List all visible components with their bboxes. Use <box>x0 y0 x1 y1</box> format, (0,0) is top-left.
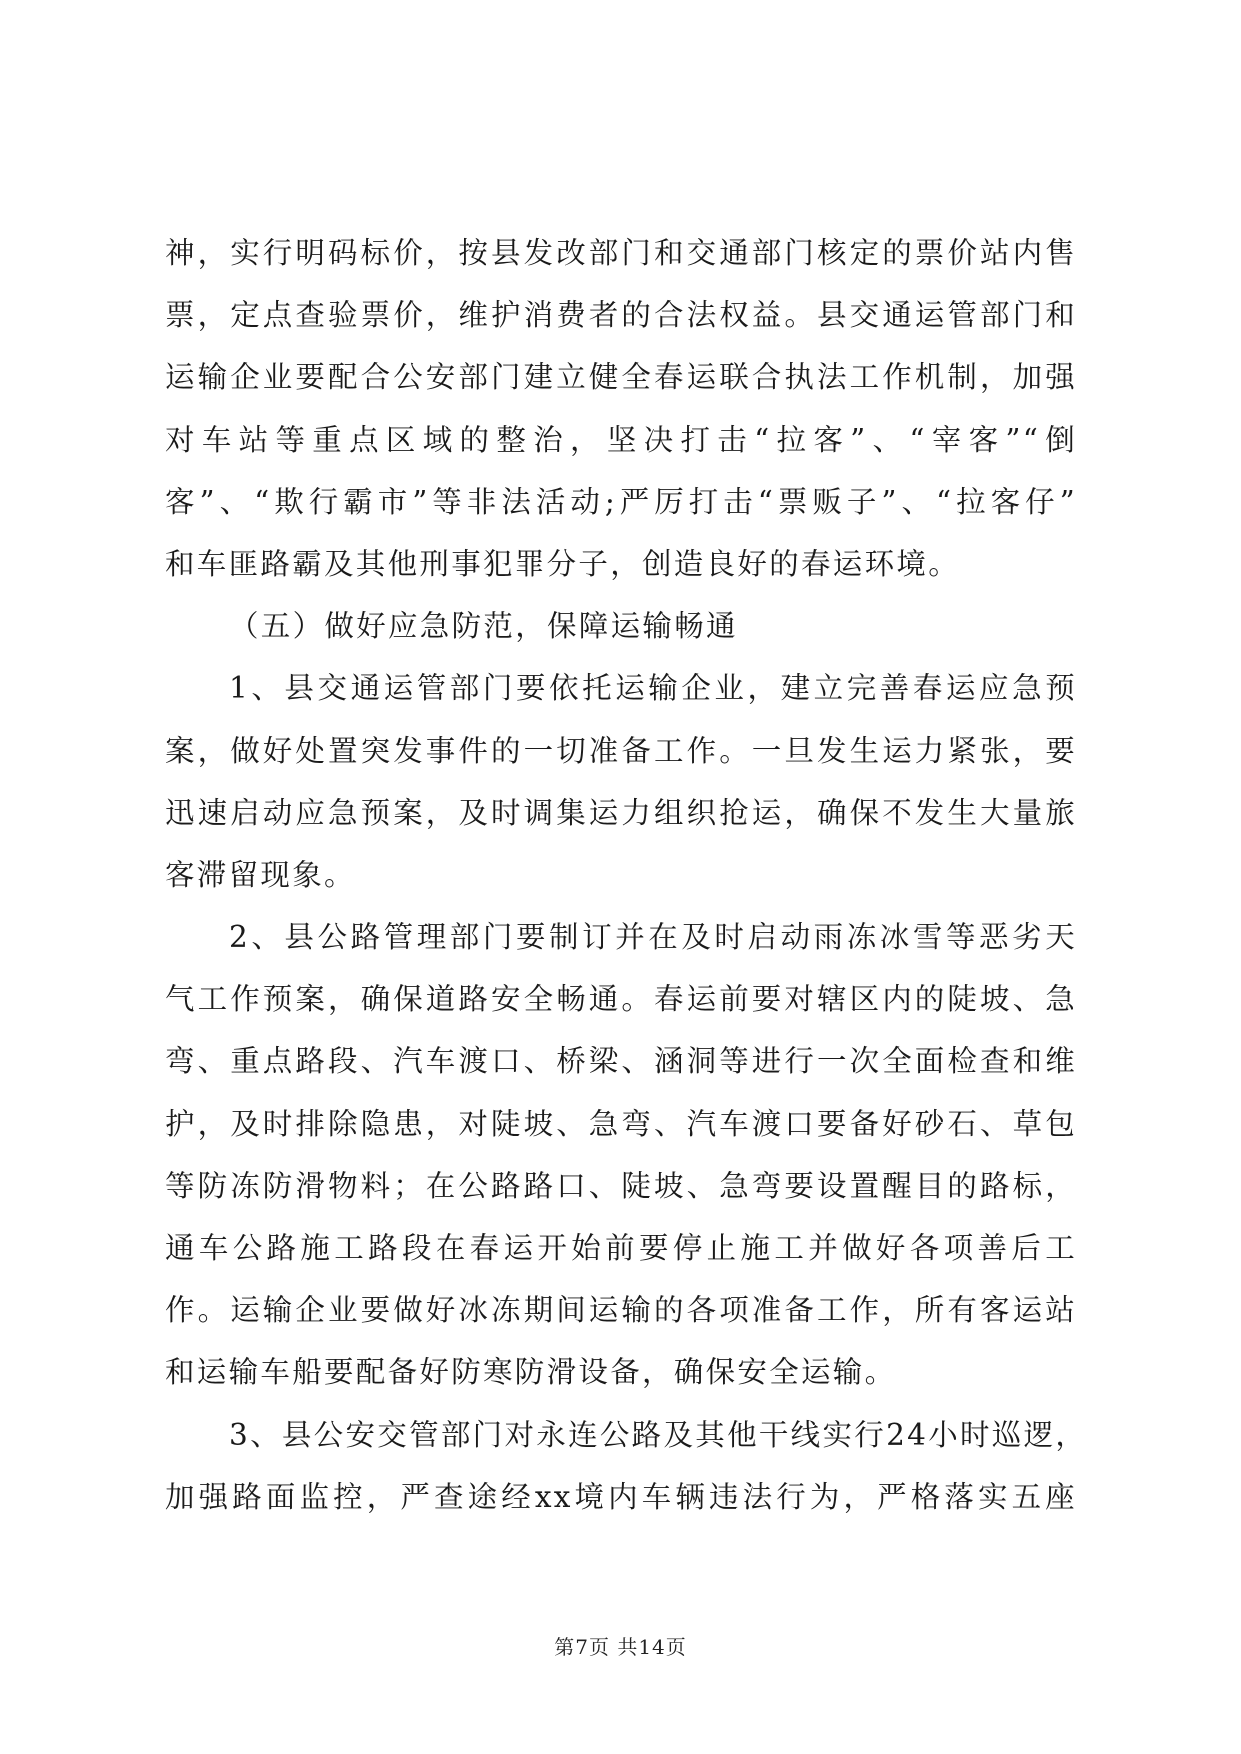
text-line: 3、县公安交管部门对永连公路及其他干线实行24小时巡逻， <box>229 1417 1088 1452</box>
text-line: 1、县交通运管部门要依托运输企业，建立完善春运应急预 <box>229 671 1077 706</box>
section-heading: （五）做好应急防范，保障运输畅通 <box>229 609 738 644</box>
text-line: 作。运输企业要做好冰冻期间运输的各项准备工作，所有客运站 <box>165 1293 1077 1328</box>
text-line: 和车匪路霸及其他刑事犯罪分子，创造良好的春运环境。 <box>165 546 961 581</box>
text-line: 案，做好处置突发事件的一切准备工作。一旦发生运力紧张，要 <box>165 733 1077 768</box>
text-line: 对车站等重点区域的整治，坚决打击“拉客”、“宰客”“倒 <box>165 422 1077 457</box>
text-line: 客”、“欺行霸市”等非法活动;严厉打击“票贩子”、“拉客仔” <box>165 484 1077 519</box>
text-line: 加强路面监控，严查途经xx境内车辆违法行为，严格落实五座 <box>165 1479 1077 1514</box>
text-line: 票，定点查验票价，维护消费者的合法权益。县交通运管部门和 <box>165 298 1077 333</box>
page-number-footer: 第7页 共14页 <box>554 1635 687 1659</box>
text-line: 护，及时排除隐患，对陡坡、急弯、汽车渡口要备好砂石、草包 <box>165 1106 1077 1141</box>
text-line: 气工作预案，确保道路安全畅通。春运前要对辖区内的陡坡、急 <box>165 982 1077 1017</box>
text-line: 通车公路施工路段在春运开始前要停止施工并做好各项善后工 <box>165 1231 1077 1265</box>
text-line: 和运输车船要配备好防寒防滑设备，确保安全运输。 <box>165 1355 897 1390</box>
text-line: 弯、重点路段、汽车渡口、桥梁、涵洞等进行一次全面检查和维 <box>165 1044 1077 1079</box>
text-line: 神，实行明码标价，按县发改部门和交通部门核定的票价站内售 <box>165 236 1077 270</box>
text-line: 等防冻防滑物料；在公路路口、陡坡、急弯要设置醒目的路标， <box>165 1168 1077 1203</box>
text-line: 2、县公路管理部门要制订并在及时启动雨冻冰雪等恶劣天 <box>229 920 1077 955</box>
body-text <box>165 222 1088 1528</box>
text-line: 迅速启动应急预案，及时调集运力组织抢运，确保不发生大量旅 <box>165 795 1077 830</box>
text-line: 运输企业要配合公安部门建立健全春运联合执法工作机制，加强 <box>165 360 1077 395</box>
text-line: 客滞留现象。 <box>165 857 356 892</box>
